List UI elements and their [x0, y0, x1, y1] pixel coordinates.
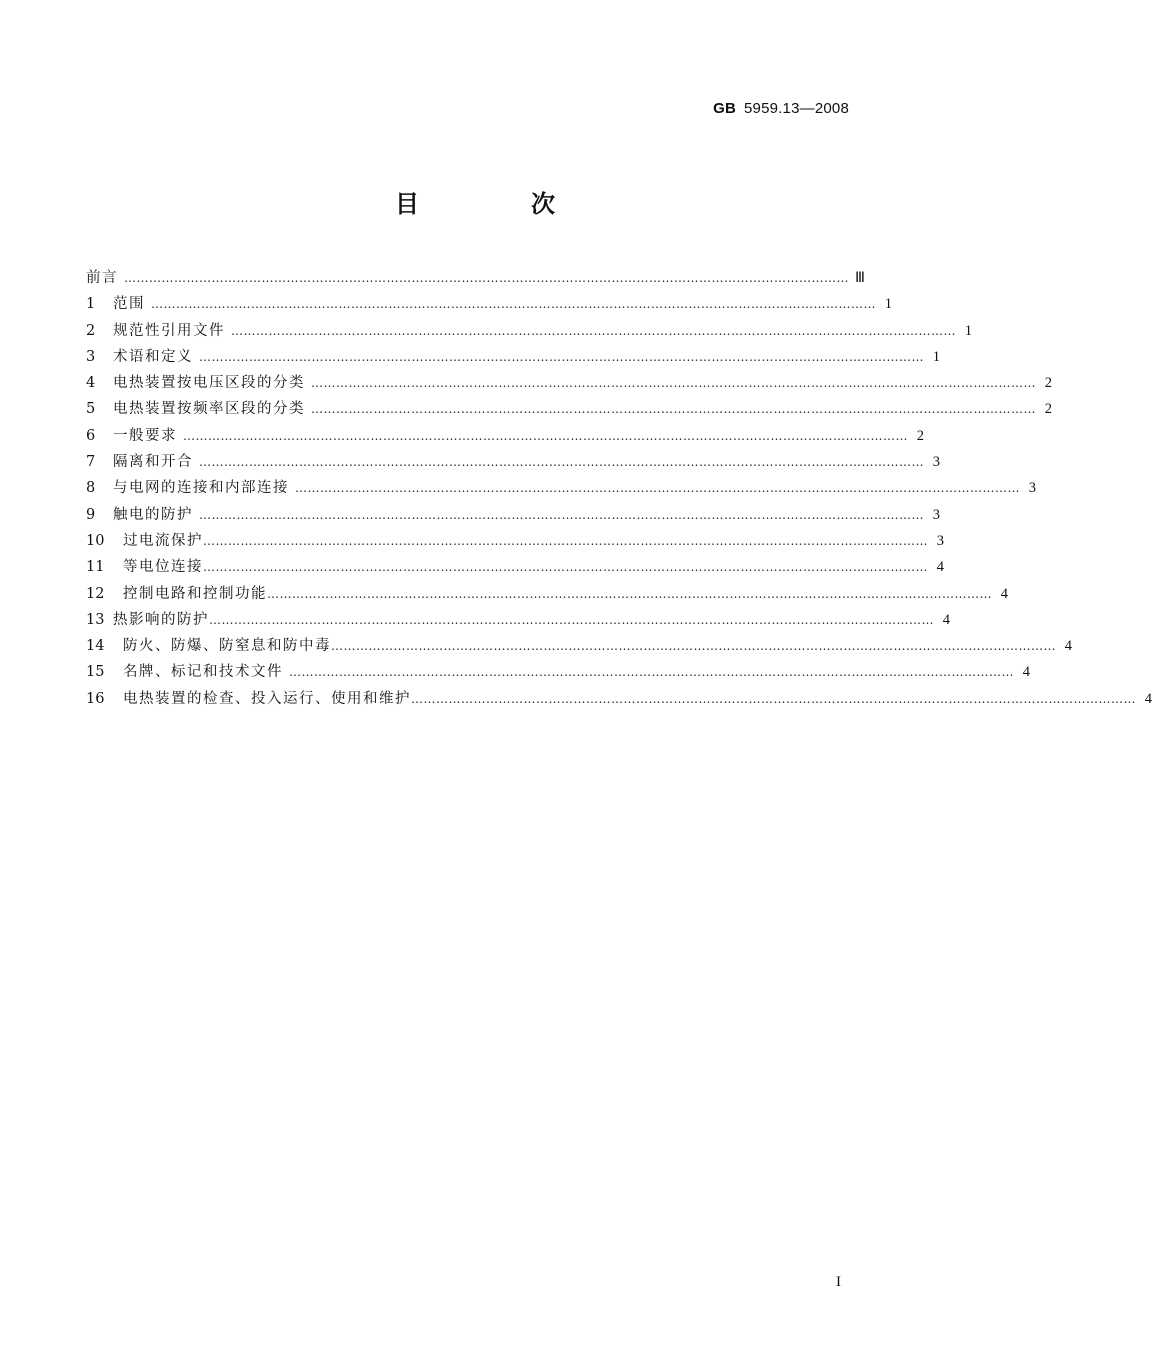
toc-entry-4[interactable]: [86, 371, 1052, 397]
toc-entry-page: 3: [936, 532, 944, 549]
toc-entry-number: 16: [86, 690, 105, 707]
toc-entry-page: 3: [1028, 480, 1036, 497]
toc-leader-dots: …………………………………………………………………………………………………………………………………………………………: [203, 533, 928, 548]
toc-entry-2[interactable]: [86, 319, 972, 345]
toc-entry-title: 一般要求: [113, 427, 177, 444]
toc-entry-number: 11: [86, 559, 105, 576]
toc-entry-1[interactable]: [86, 292, 892, 318]
toc-leader-dots: …………………………………………………………………………………………………………………………………………………………: [331, 639, 1056, 654]
toc-entry-number: 1: [86, 296, 96, 313]
toc-leader-dots: …………………………………………………………………………………………………………………………………………………………: [311, 402, 1036, 417]
toc-entry-title: 触电的防护: [113, 506, 193, 523]
toc-entry-title: 前言: [86, 270, 118, 286]
toc-entry-5[interactable]: [86, 397, 1052, 423]
toc-entry-6[interactable]: [86, 424, 924, 450]
toc-entry-7[interactable]: [86, 450, 940, 476]
toc-entry-title: 过电流保护: [123, 532, 203, 549]
toc-entry-number: 8: [86, 480, 96, 497]
toc-entry-page: 3: [932, 454, 940, 471]
standard-number: 5959.13—2008: [744, 100, 849, 117]
toc-entry-number: 2: [86, 322, 96, 339]
table-of-contents: [86, 266, 1152, 713]
toc-entry-page: 4: [936, 559, 944, 576]
toc-entry-title: 电热装置的检查、投入运行、使用和维护: [123, 690, 411, 707]
toc-entry-title: 隔离和开合: [113, 454, 193, 471]
toc-entry-3[interactable]: [86, 345, 940, 371]
toc-entry-number: 13: [86, 611, 105, 628]
toc-entry-page: 4: [942, 611, 950, 628]
toc-entry-number: 4: [86, 375, 96, 392]
toc-leader-dots: …………………………………………………………………………………………………………………………………………………………: [183, 428, 908, 443]
toc-entry-12[interactable]: [86, 582, 1008, 608]
page-number: I: [836, 1274, 841, 1290]
toc-leader-dots: …………………………………………………………………………………………………………………………………………………………: [199, 349, 924, 364]
toc-leader-dots: …………………………………………………………………………………………………………………………………………………………: [311, 376, 1036, 391]
toc-leader-dots: …………………………………………………………………………………………………………………………………………………………: [289, 665, 1014, 680]
toc-entry-number: 7: [86, 454, 96, 471]
toc-entry-page: 1: [964, 322, 972, 339]
toc-leader-dots: …………………………………………………………………………………………………………………………………………………………: [203, 560, 928, 575]
toc-entry-title: 电热装置按频率区段的分类: [113, 401, 305, 418]
toc-entry-number: 9: [86, 506, 96, 523]
toc-entry-number: 5: [86, 401, 96, 418]
toc-entry-number: 15: [86, 664, 105, 681]
toc-entry-page: Ⅲ: [855, 270, 865, 286]
toc-leader-dots: …………………………………………………………………………………………………………………………………………………………: [209, 612, 934, 627]
toc-entry-11[interactable]: [86, 555, 944, 581]
toc-entry-page: 2: [1044, 375, 1052, 392]
toc-entry-page: 3: [932, 506, 940, 523]
standard-prefix: GB: [713, 100, 736, 117]
toc-entry-number: 10: [86, 532, 105, 549]
toc-entry-page: 1: [932, 348, 940, 365]
toc-leader-dots: …………………………………………………………………………………………………………………………………………………………: [267, 586, 992, 601]
toc-entry-title: 防火、防爆、防窒息和防中毒: [123, 638, 331, 655]
toc-entry-title: 控制电路和控制功能: [123, 585, 267, 602]
toc-entry-title: 范围: [113, 296, 145, 313]
toc-leader-dots: …………………………………………………………………………………………………………………………………………………………: [151, 297, 876, 312]
toc-entry-9[interactable]: [86, 503, 940, 529]
toc-leader-dots: …………………………………………………………………………………………………………………………………………………………: [124, 271, 849, 285]
toc-entry-page: 4: [1144, 690, 1152, 707]
toc-entry-page: 2: [1044, 401, 1052, 418]
toc-entry-number: 6: [86, 427, 96, 444]
toc-entry-13[interactable]: [86, 608, 950, 634]
toc-entry-14[interactable]: [86, 634, 1072, 660]
toc-entry-page: 4: [1000, 585, 1008, 602]
toc-entry-preface[interactable]: [86, 266, 865, 292]
toc-leader-dots: …………………………………………………………………………………………………………………………………………………………: [411, 691, 1136, 706]
toc-entry-title: 等电位连接: [123, 559, 203, 576]
toc-entry-title: 名牌、标记和技术文件: [123, 664, 283, 681]
toc-entry-page: 2: [916, 427, 924, 444]
toc-entry-number: 12: [86, 585, 105, 602]
toc-entry-title: 电热装置按电压区段的分类: [113, 375, 305, 392]
toc-leader-dots: …………………………………………………………………………………………………………………………………………………………: [231, 323, 956, 338]
toc-leader-dots: …………………………………………………………………………………………………………………………………………………………: [295, 481, 1020, 496]
page-title: 目 次: [395, 190, 599, 218]
toc-entry-page: 4: [1022, 664, 1030, 681]
toc-entry-page: 4: [1064, 638, 1072, 655]
toc-entry-number: 14: [86, 638, 105, 655]
standard-code: [713, 100, 849, 117]
toc-entry-title: 术语和定义: [113, 348, 193, 365]
toc-entry-number: 3: [86, 348, 96, 365]
toc-leader-dots: …………………………………………………………………………………………………………………………………………………………: [199, 455, 924, 470]
toc-entry-15[interactable]: [86, 660, 1030, 686]
toc-entry-10[interactable]: [86, 529, 944, 555]
toc-leader-dots: …………………………………………………………………………………………………………………………………………………………: [199, 507, 924, 522]
toc-entry-title: 热影响的防护: [113, 611, 209, 628]
toc-entry-page: 1: [884, 296, 892, 313]
toc-entry-title: 规范性引用文件: [113, 322, 225, 339]
toc-entry-title: 与电网的连接和内部连接: [113, 480, 289, 497]
toc-entry-16[interactable]: [86, 687, 1152, 713]
toc-entry-8[interactable]: [86, 476, 1036, 502]
